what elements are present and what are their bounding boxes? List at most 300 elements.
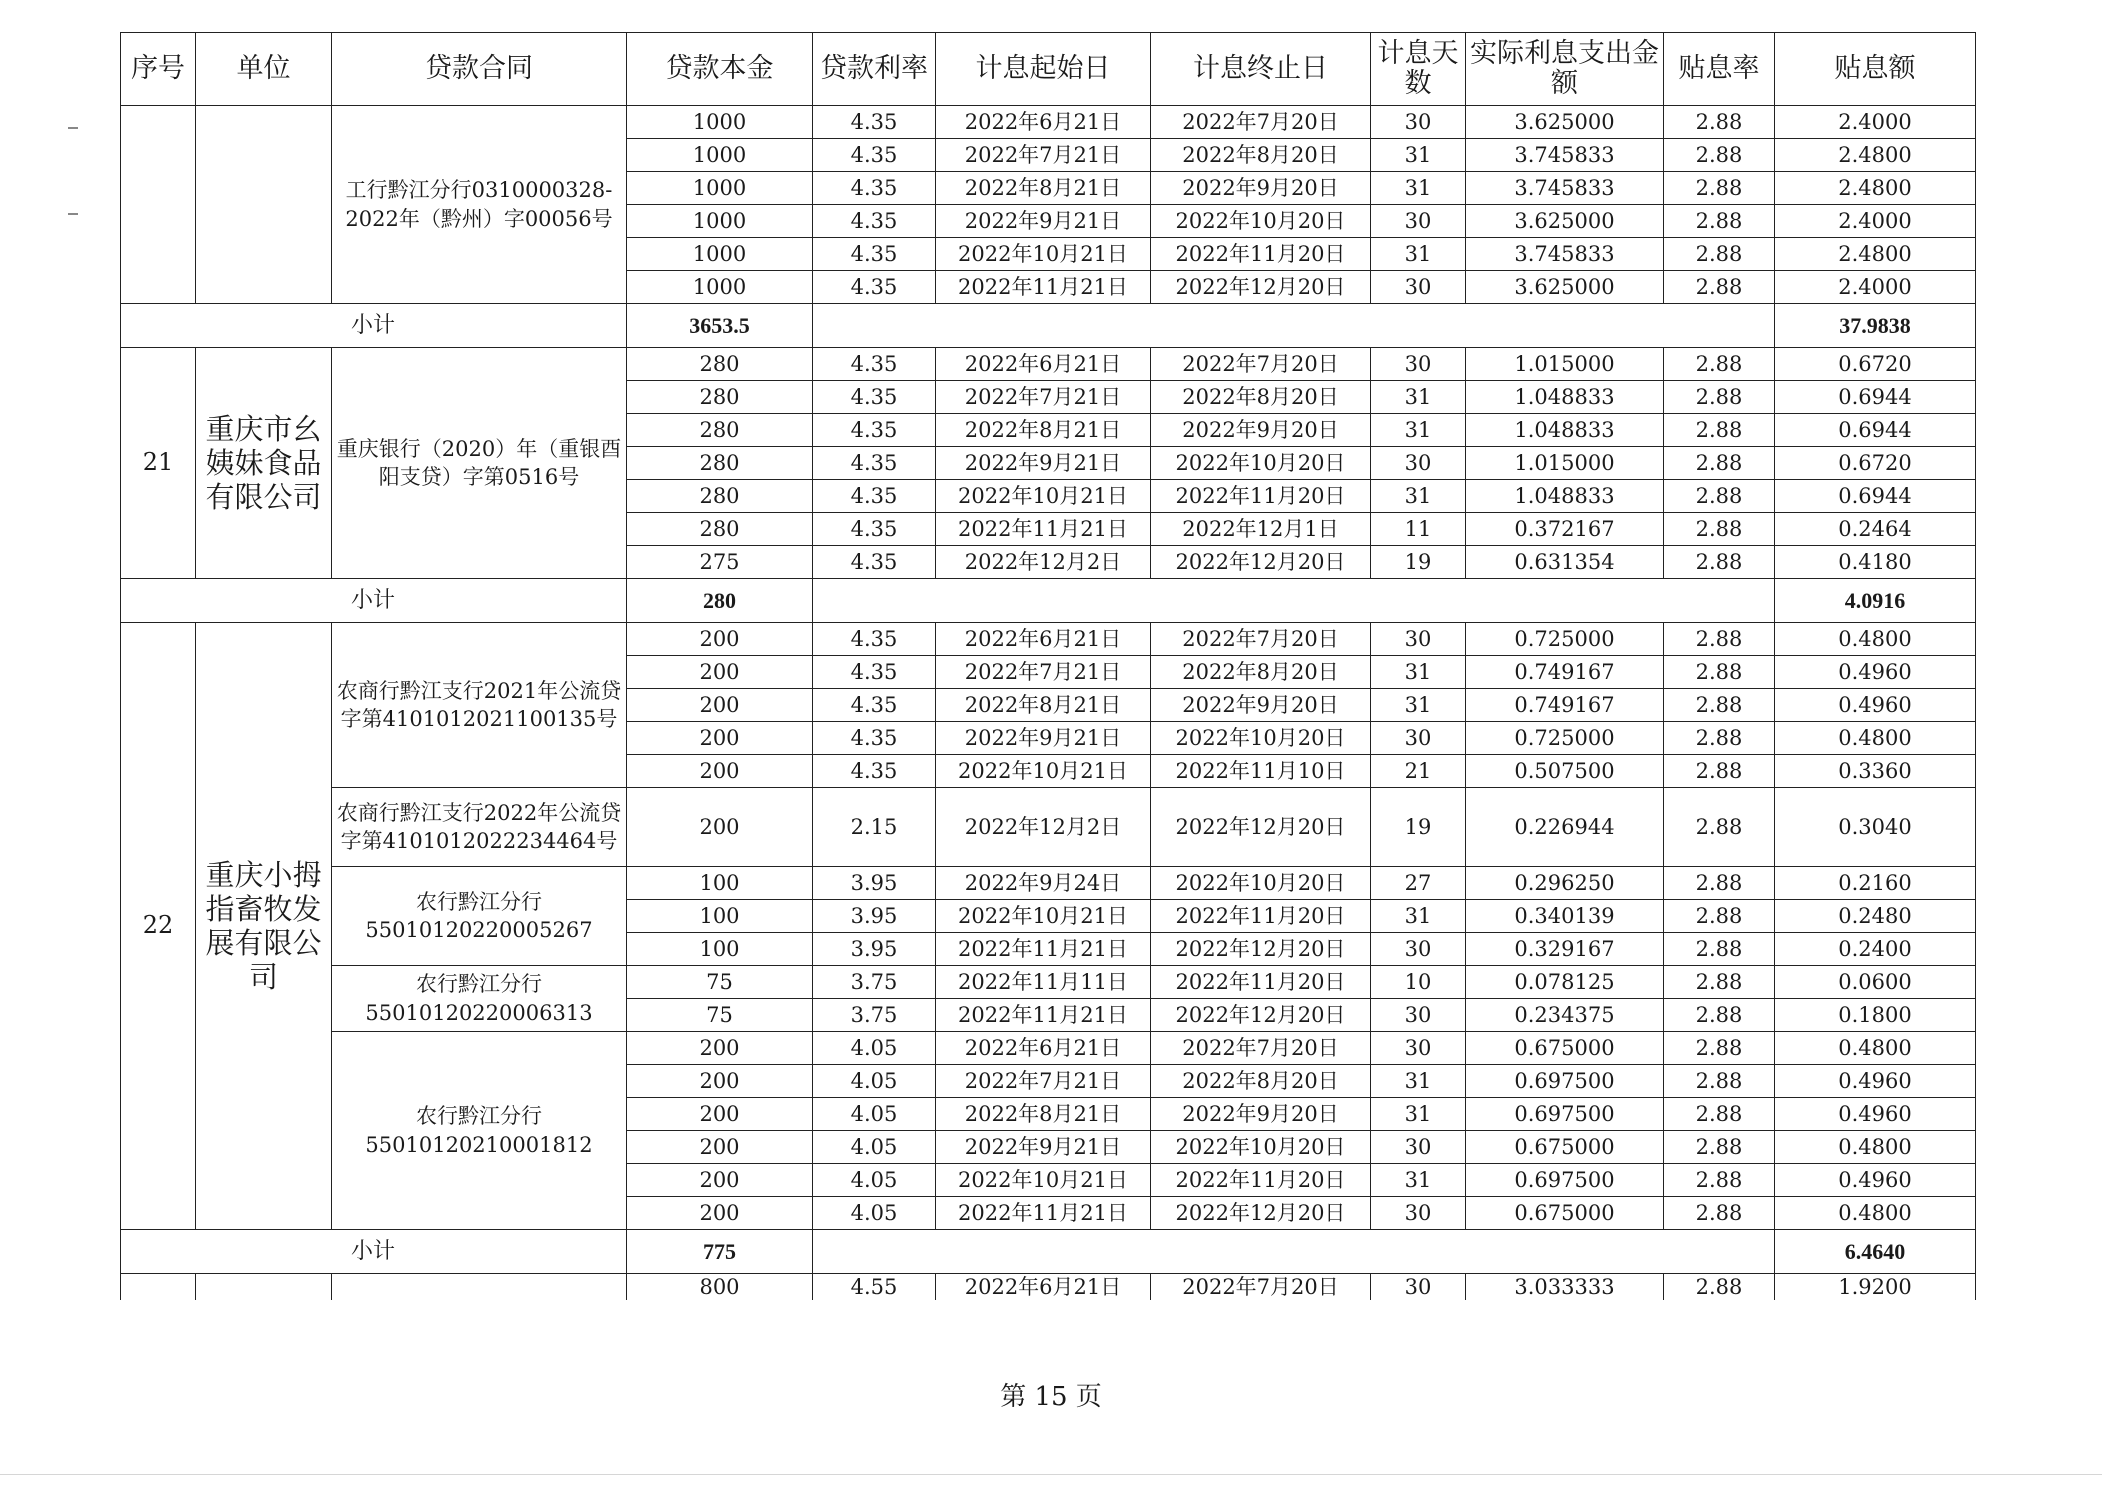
cell-rate: 4.05 [813, 1098, 936, 1131]
subtotal-subsidy: 6.4640 [1775, 1230, 1976, 1274]
cell-rate: 4.05 [813, 1197, 936, 1230]
cell-rate: 4.35 [813, 656, 936, 689]
cell-rate: 3.95 [813, 933, 936, 966]
subtotal-row [121, 304, 1976, 348]
cell-rate: 3.75 [813, 999, 936, 1032]
cell-subsidy-rate: 2.88 [1664, 271, 1775, 304]
cell-principal: 200 [627, 788, 813, 867]
cell-end: 2022年12月20日 [1151, 1197, 1371, 1230]
cell-subsidy: 2.4800 [1775, 238, 1976, 271]
subtotal-blank [813, 1230, 1775, 1274]
cell-interest: 0.725000 [1466, 722, 1664, 755]
table-row [121, 788, 1976, 867]
cell-end: 2022年11月20日 [1151, 966, 1371, 999]
cell-subsidy: 0.2480 [1775, 900, 1976, 933]
cell-subsidy-rate: 2.88 [1664, 447, 1775, 480]
cell-rate: 4.05 [813, 1065, 936, 1098]
cell-subsidy-rate: 2.88 [1664, 480, 1775, 513]
cell-subsidy: 0.4800 [1775, 1032, 1976, 1065]
cell-principal: 280 [627, 447, 813, 480]
cell-subsidy-rate: 2.88 [1664, 755, 1775, 788]
page-number: 第 15 页 [1000, 1382, 1102, 1412]
cell-end: 2022年7月20日 [1151, 623, 1371, 656]
cell-rate: 3.75 [813, 966, 936, 999]
cell-subsidy-rate: 2.88 [1664, 238, 1775, 271]
table-row [121, 966, 1976, 999]
cell-interest: 0.675000 [1466, 1131, 1664, 1164]
cell-rate: 4.35 [813, 414, 936, 447]
cell-subsidy-rate: 2.88 [1664, 933, 1775, 966]
cell-start: 2022年8月21日 [936, 1098, 1151, 1131]
cell-subsidy-rate: 2.88 [1664, 1274, 1775, 1301]
cell-end: 2022年12月20日 [1151, 546, 1371, 579]
cell-subsidy: 0.2160 [1775, 867, 1976, 900]
cell-start: 2022年11月21日 [936, 1197, 1151, 1230]
cell-days: 31 [1371, 656, 1466, 689]
cell-interest: 0.675000 [1466, 1197, 1664, 1230]
table-row [121, 348, 1976, 381]
cell-interest: 0.507500 [1466, 755, 1664, 788]
table-row [121, 1032, 1976, 1065]
cell-subsidy-rate: 2.88 [1664, 966, 1775, 999]
cell-interest: 1.015000 [1466, 447, 1664, 480]
cell-days: 30 [1371, 1274, 1466, 1301]
cell-contract: 农行黔江分行55010120220005267 [332, 867, 627, 966]
cell-interest: 3.625000 [1466, 271, 1664, 304]
cell-principal: 800 [627, 1274, 813, 1301]
cell-start: 2022年11月21日 [936, 999, 1151, 1032]
cell-subsidy-rate: 2.88 [1664, 788, 1775, 867]
cell-subsidy-rate: 2.88 [1664, 722, 1775, 755]
continuation-row [121, 1274, 1976, 1301]
cell-principal: 1000 [627, 172, 813, 205]
cell-subsidy-rate: 2.88 [1664, 999, 1775, 1032]
cell-subsidy: 2.4000 [1775, 271, 1976, 304]
cell-days: 30 [1371, 271, 1466, 304]
cell-days: 30 [1371, 623, 1466, 656]
cell-principal: 200 [627, 1032, 813, 1065]
scan-edge-line [0, 1474, 2102, 1475]
subtotal-blank [813, 579, 1775, 623]
cell-subsidy: 1.9200 [1775, 1274, 1976, 1301]
cell-interest: 0.675000 [1466, 1032, 1664, 1065]
cell-subsidy: 0.6720 [1775, 447, 1976, 480]
header-days: 计息天数 [1371, 33, 1466, 106]
header-principal: 贷款本金 [627, 33, 813, 106]
cell-start: 2022年10月21日 [936, 480, 1151, 513]
cell-rate: 4.35 [813, 381, 936, 414]
cell-interest: 0.296250 [1466, 867, 1664, 900]
cell-principal: 280 [627, 348, 813, 381]
cell-subsidy-rate: 2.88 [1664, 205, 1775, 238]
cell-unit [196, 1274, 332, 1301]
cell-rate: 4.35 [813, 271, 936, 304]
cell-end: 2022年8月20日 [1151, 1065, 1371, 1098]
cell-days: 31 [1371, 900, 1466, 933]
cell-subsidy: 0.4180 [1775, 546, 1976, 579]
subtotal-principal: 280 [627, 579, 813, 623]
cell-contract: 农商行黔江支行2022年公流贷字第4101012022234464号 [332, 788, 627, 867]
table-body [121, 106, 1976, 1301]
cell-principal: 1000 [627, 238, 813, 271]
subtotal-label: 小计 [121, 579, 627, 623]
cell-start: 2022年6月21日 [936, 1274, 1151, 1301]
cell-subsidy: 0.3360 [1775, 755, 1976, 788]
cell-rate: 4.35 [813, 513, 936, 546]
cell-start: 2022年6月21日 [936, 623, 1151, 656]
cell-subsidy-rate: 2.88 [1664, 867, 1775, 900]
cell-contract [332, 1274, 627, 1301]
cell-principal: 1000 [627, 106, 813, 139]
cell-end: 2022年10月20日 [1151, 447, 1371, 480]
subtotal-row [121, 1230, 1976, 1274]
header-seq: 序号 [121, 33, 196, 106]
cell-interest: 1.048833 [1466, 480, 1664, 513]
cell-contract: 工行黔江分行0310000328-2022年（黔州）字00056号 [332, 106, 627, 304]
cell-end: 2022年9月20日 [1151, 689, 1371, 722]
cell-principal: 275 [627, 546, 813, 579]
cell-days: 30 [1371, 447, 1466, 480]
cell-days: 30 [1371, 722, 1466, 755]
cell-interest: 0.340139 [1466, 900, 1664, 933]
cell-interest: 0.226944 [1466, 788, 1664, 867]
document-page [120, 32, 1975, 1300]
cell-start: 2022年10月21日 [936, 900, 1151, 933]
cell-subsidy: 2.4000 [1775, 205, 1976, 238]
cell-contract: 农商行黔江支行2021年公流贷字第410101202110013​5号 [332, 623, 627, 788]
cell-principal: 200 [627, 1065, 813, 1098]
cell-rate: 4.35 [813, 623, 936, 656]
cell-principal: 200 [627, 623, 813, 656]
cell-days: 27 [1371, 867, 1466, 900]
cell-days: 30 [1371, 999, 1466, 1032]
cell-days: 31 [1371, 414, 1466, 447]
margin-mark [68, 127, 78, 129]
margin-mark [68, 213, 78, 215]
cell-subsidy: 0.4960 [1775, 656, 1976, 689]
cell-subsidy-rate: 2.88 [1664, 172, 1775, 205]
cell-subsidy: 0.3040 [1775, 788, 1976, 867]
cell-subsidy-rate: 2.88 [1664, 381, 1775, 414]
cell-principal: 280 [627, 513, 813, 546]
cell-start: 2022年6月21日 [936, 106, 1151, 139]
cell-days: 31 [1371, 689, 1466, 722]
cell-interest: 3.625000 [1466, 205, 1664, 238]
cell-rate: 3.95 [813, 900, 936, 933]
cell-principal: 200 [627, 689, 813, 722]
cell-contract: 农行黔江分行55010120210001812 [332, 1032, 627, 1230]
table-row [121, 623, 1976, 656]
cell-start: 2022年11月11日 [936, 966, 1151, 999]
cell-principal: 200 [627, 755, 813, 788]
cell-start: 2022年11月21日 [936, 513, 1151, 546]
cell-subsidy: 2.4800 [1775, 139, 1976, 172]
cell-interest: 1.048833 [1466, 381, 1664, 414]
cell-days: 31 [1371, 1164, 1466, 1197]
cell-end: 2022年11月20日 [1151, 238, 1371, 271]
cell-subsidy: 0.4960 [1775, 1065, 1976, 1098]
subtotal-subsidy: 4.0916 [1775, 579, 1976, 623]
cell-end: 2022年7月20日 [1151, 1274, 1371, 1301]
cell-end: 2022年11月20日 [1151, 480, 1371, 513]
cell-seq [121, 1274, 196, 1301]
cell-rate: 4.35 [813, 689, 936, 722]
cell-subsidy-rate: 2.88 [1664, 656, 1775, 689]
cell-start: 2022年9月24日 [936, 867, 1151, 900]
cell-subsidy: 0.4960 [1775, 689, 1976, 722]
cell-principal: 100 [627, 933, 813, 966]
cell-interest: 0.631354 [1466, 546, 1664, 579]
cell-days: 30 [1371, 205, 1466, 238]
cell-subsidy-rate: 2.88 [1664, 900, 1775, 933]
subtotal-label: 小计 [121, 304, 627, 348]
cell-subsidy-rate: 2.88 [1664, 689, 1775, 722]
cell-rate: 4.05 [813, 1131, 936, 1164]
cell-days: 31 [1371, 381, 1466, 414]
cell-end: 2022年12月20日 [1151, 999, 1371, 1032]
cell-interest: 0.697500 [1466, 1098, 1664, 1131]
cell-end: 2022年10月20日 [1151, 1131, 1371, 1164]
cell-interest: 3.625000 [1466, 106, 1664, 139]
cell-rate: 4.35 [813, 238, 936, 271]
cell-rate: 4.35 [813, 480, 936, 513]
cell-interest: 0.078125 [1466, 966, 1664, 999]
cell-principal: 280 [627, 480, 813, 513]
cell-rate: 4.55 [813, 1274, 936, 1301]
cell-rate: 4.35 [813, 106, 936, 139]
cell-subsidy-rate: 2.88 [1664, 139, 1775, 172]
subtotal-principal: 775 [627, 1230, 813, 1274]
cell-start: 2022年10月21日 [936, 238, 1151, 271]
cell-end: 2022年12月20日 [1151, 788, 1371, 867]
header-unit: 单位 [196, 33, 332, 106]
cell-seq [121, 106, 196, 304]
header-start: 计息起始日 [936, 33, 1151, 106]
cell-days: 30 [1371, 348, 1466, 381]
cell-subsidy-rate: 2.88 [1664, 1164, 1775, 1197]
cell-subsidy: 0.4960 [1775, 1164, 1976, 1197]
cell-interest: 3.745833 [1466, 139, 1664, 172]
cell-days: 19 [1371, 546, 1466, 579]
cell-unit [196, 106, 332, 304]
cell-days: 30 [1371, 106, 1466, 139]
cell-subsidy-rate: 2.88 [1664, 546, 1775, 579]
cell-start: 2022年10月21日 [936, 1164, 1151, 1197]
cell-principal: 200 [627, 656, 813, 689]
cell-subsidy: 0.4800 [1775, 1131, 1976, 1164]
header-subsidy-rate: 贴息率 [1664, 33, 1775, 106]
cell-days: 30 [1371, 933, 1466, 966]
cell-days: 31 [1371, 1098, 1466, 1131]
cell-principal: 1000 [627, 205, 813, 238]
cell-interest: 0.234375 [1466, 999, 1664, 1032]
cell-end: 2022年12月20日 [1151, 271, 1371, 304]
cell-subsidy-rate: 2.88 [1664, 623, 1775, 656]
cell-days: 30 [1371, 1197, 1466, 1230]
cell-contract: 重庆银行（2020）年（重银酉阳支贷）字第0516号 [332, 348, 627, 579]
cell-start: 2022年8月21日 [936, 172, 1151, 205]
cell-principal: 200 [627, 1131, 813, 1164]
cell-subsidy: 0.6720 [1775, 348, 1976, 381]
cell-unit: 重庆市幺姨妹食品有限公司 [196, 348, 332, 579]
cell-start: 2022年7月21日 [936, 656, 1151, 689]
cell-end: 2022年11月10日 [1151, 755, 1371, 788]
subtotal-principal: 3653.5 [627, 304, 813, 348]
cell-start: 2022年10月21日 [936, 755, 1151, 788]
header-subsidy: 贴息额 [1775, 33, 1976, 106]
cell-days: 30 [1371, 1131, 1466, 1164]
cell-start: 2022年7月21日 [936, 1065, 1151, 1098]
subtotal-blank [813, 304, 1775, 348]
cell-principal: 75 [627, 999, 813, 1032]
cell-seq: 22 [121, 623, 196, 1230]
cell-principal: 200 [627, 722, 813, 755]
cell-subsidy: 0.4800 [1775, 623, 1976, 656]
cell-start: 2022年8月21日 [936, 689, 1151, 722]
cell-days: 11 [1371, 513, 1466, 546]
cell-subsidy-rate: 2.88 [1664, 1065, 1775, 1098]
table-row [121, 106, 1976, 139]
cell-rate: 4.35 [813, 348, 936, 381]
cell-rate: 4.05 [813, 1032, 936, 1065]
cell-subsidy-rate: 2.88 [1664, 1098, 1775, 1131]
cell-unit: 重庆小拇指畜牧发展有限公司 [196, 623, 332, 1230]
cell-interest: 3.745833 [1466, 238, 1664, 271]
cell-rate: 4.35 [813, 546, 936, 579]
cell-interest: 1.015000 [1466, 348, 1664, 381]
table-row [121, 867, 1976, 900]
cell-days: 31 [1371, 1065, 1466, 1098]
cell-start: 2022年9月21日 [936, 1131, 1151, 1164]
cell-rate: 4.35 [813, 722, 936, 755]
cell-end: 2022年7月20日 [1151, 106, 1371, 139]
subsidy-table [120, 32, 1976, 1300]
cell-interest: 0.749167 [1466, 656, 1664, 689]
cell-subsidy-rate: 2.88 [1664, 348, 1775, 381]
cell-principal: 100 [627, 900, 813, 933]
cell-rate: 3.95 [813, 867, 936, 900]
cell-start: 2022年9月21日 [936, 722, 1151, 755]
cell-start: 2022年12月2日 [936, 546, 1151, 579]
cell-subsidy: 0.6944 [1775, 480, 1976, 513]
subtotal-label: 小计 [121, 1230, 627, 1274]
cell-end: 2022年10月20日 [1151, 205, 1371, 238]
cell-interest: 0.372167 [1466, 513, 1664, 546]
cell-interest: 1.048833 [1466, 414, 1664, 447]
cell-end: 2022年7月20日 [1151, 348, 1371, 381]
subtotal-subsidy: 37.9838 [1775, 304, 1976, 348]
cell-subsidy: 0.6944 [1775, 414, 1976, 447]
header-contract: 贷款合同 [332, 33, 627, 106]
cell-subsidy-rate: 2.88 [1664, 513, 1775, 546]
cell-days: 31 [1371, 480, 1466, 513]
cell-rate: 4.35 [813, 139, 936, 172]
cell-rate: 4.35 [813, 447, 936, 480]
cell-end: 2022年9月20日 [1151, 1098, 1371, 1131]
cell-days: 10 [1371, 966, 1466, 999]
cell-subsidy: 2.4000 [1775, 106, 1976, 139]
cell-start: 2022年8月21日 [936, 414, 1151, 447]
cell-subsidy: 2.4800 [1775, 172, 1976, 205]
cell-start: 2022年7月21日 [936, 139, 1151, 172]
cell-start: 2022年7月21日 [936, 381, 1151, 414]
cell-subsidy-rate: 2.88 [1664, 1197, 1775, 1230]
cell-days: 21 [1371, 755, 1466, 788]
cell-end: 2022年8月20日 [1151, 139, 1371, 172]
cell-subsidy: 0.4800 [1775, 722, 1976, 755]
cell-interest: 3.033333 [1466, 1274, 1664, 1301]
cell-start: 2022年9月21日 [936, 447, 1151, 480]
cell-rate: 4.05 [813, 1164, 936, 1197]
cell-principal: 280 [627, 414, 813, 447]
cell-rate: 4.35 [813, 205, 936, 238]
cell-contract: 农行黔江分行55010120220006313 [332, 966, 627, 1032]
cell-start: 2022年12月2日 [936, 788, 1151, 867]
cell-rate: 2.15 [813, 788, 936, 867]
cell-start: 2022年9月21日 [936, 205, 1151, 238]
cell-rate: 4.35 [813, 172, 936, 205]
cell-interest: 0.697500 [1466, 1065, 1664, 1098]
cell-end: 2022年7月20日 [1151, 1032, 1371, 1065]
header-rate: 贷款利率 [813, 33, 936, 106]
header-row [121, 33, 1976, 106]
cell-end: 2022年9月20日 [1151, 414, 1371, 447]
cell-principal: 200 [627, 1164, 813, 1197]
cell-interest: 0.329167 [1466, 933, 1664, 966]
cell-end: 2022年11月20日 [1151, 1164, 1371, 1197]
cell-interest: 0.749167 [1466, 689, 1664, 722]
cell-subsidy: 0.1800 [1775, 999, 1976, 1032]
cell-days: 19 [1371, 788, 1466, 867]
cell-days: 31 [1371, 172, 1466, 205]
subtotal-row [121, 579, 1976, 623]
cell-end: 2022年11月20日 [1151, 900, 1371, 933]
cell-subsidy: 0.2464 [1775, 513, 1976, 546]
cell-end: 2022年12月1日 [1151, 513, 1371, 546]
cell-start: 2022年6月21日 [936, 348, 1151, 381]
cell-principal: 1000 [627, 271, 813, 304]
cell-start: 2022年11月21日 [936, 271, 1151, 304]
cell-principal: 200 [627, 1197, 813, 1230]
cell-days: 30 [1371, 1032, 1466, 1065]
cell-interest: 0.697500 [1466, 1164, 1664, 1197]
header-interest: 实际利息支出金额 [1466, 33, 1664, 106]
cell-subsidy-rate: 2.88 [1664, 1131, 1775, 1164]
cell-subsidy: 0.4960 [1775, 1098, 1976, 1131]
cell-subsidy-rate: 2.88 [1664, 1032, 1775, 1065]
cell-start: 2022年11月21日 [936, 933, 1151, 966]
cell-interest: 3.745833 [1466, 172, 1664, 205]
cell-start: 2022年6月21日 [936, 1032, 1151, 1065]
cell-principal: 1000 [627, 139, 813, 172]
cell-end: 2022年8月20日 [1151, 381, 1371, 414]
cell-principal: 200 [627, 1098, 813, 1131]
cell-subsidy: 0.2400 [1775, 933, 1976, 966]
cell-interest: 0.725000 [1466, 623, 1664, 656]
cell-principal: 100 [627, 867, 813, 900]
cell-end: 2022年12月20日 [1151, 933, 1371, 966]
cell-principal: 280 [627, 381, 813, 414]
cell-subsidy: 0.6944 [1775, 381, 1976, 414]
cell-end: 2022年8月20日 [1151, 656, 1371, 689]
cell-subsidy-rate: 2.88 [1664, 106, 1775, 139]
cell-end: 2022年10月20日 [1151, 867, 1371, 900]
cell-subsidy-rate: 2.88 [1664, 414, 1775, 447]
cell-end: 2022年9月20日 [1151, 172, 1371, 205]
cell-seq: 21 [121, 348, 196, 579]
header-end: 计息终止日 [1151, 33, 1371, 106]
cell-end: 2022年10月20日 [1151, 722, 1371, 755]
